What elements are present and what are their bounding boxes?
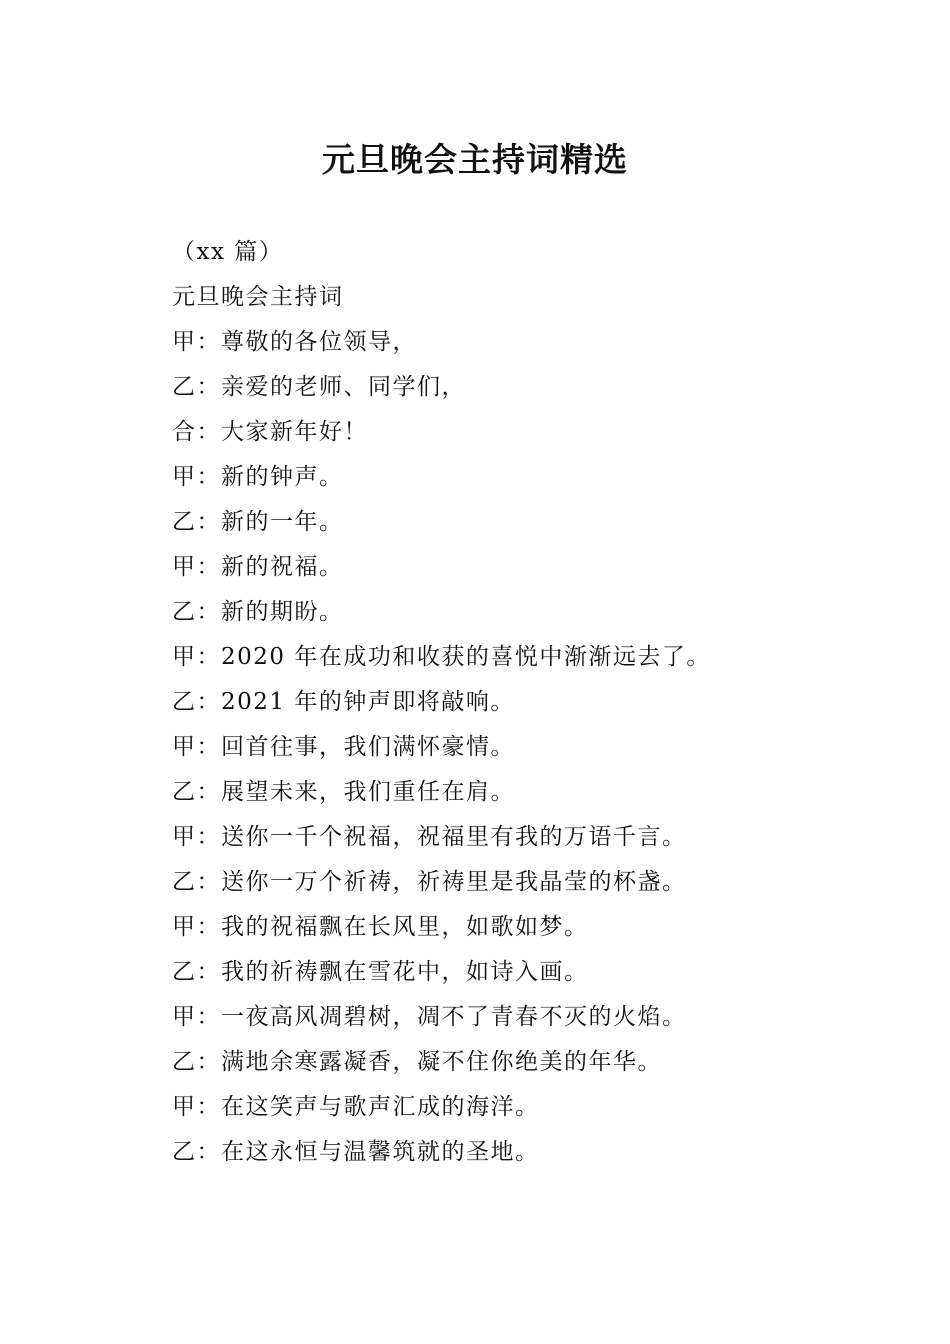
dialogue-line: 甲：2020 年在成功和收获的喜悦中渐渐远去了。: [172, 644, 711, 670]
document-body: [172, 230, 792, 1175]
dialogue-line: 乙：我的祈祷飘在雪花中，如诗入画。: [172, 959, 589, 985]
dialogue-line: 甲：一夜高风凋碧树，凋不了青春不灭的火焰。: [172, 1004, 687, 1030]
dialogue-line: 乙：2021 年的钟声即将敲响。: [172, 689, 515, 715]
dialogue-line: 甲：送你一千个祝福，祝福里有我的万语千言。: [172, 824, 687, 850]
dialogue-line: 乙：送你一万个祈祷，祈祷里是我晶莹的杯盏。: [172, 869, 687, 895]
document-title: 元旦晚会主持词精选: [322, 140, 628, 179]
dialogue-line: 乙：在这永恒与温馨筑就的圣地。: [172, 1139, 540, 1165]
dialogue-line: 乙：展望未来，我们重任在肩。: [172, 779, 515, 805]
dialogue-line: 甲：在这笑声与歌声汇成的海洋。: [172, 1094, 540, 1120]
dialogue-line: 甲：新的钟声。: [172, 464, 344, 490]
dialogue-line: 乙：新的期盼。: [172, 599, 344, 625]
section-heading: 元旦晚会主持词: [172, 284, 344, 310]
dialogue-line: 乙：满地余寒露凝香，凝不住你绝美的年华。: [172, 1049, 662, 1075]
dialogue-line: 乙：新的一年。: [172, 509, 344, 535]
dialogue-line: 甲：我的祝福飘在长风里，如歌如梦。: [172, 914, 589, 940]
dialogue-line: 乙：亲爱的老师、同学们，: [172, 374, 466, 400]
dialogue-line: 甲：回首往事，我们满怀豪情。: [172, 734, 515, 760]
dialogue-line: 甲：尊敬的各位领导，: [172, 329, 417, 355]
subtitle-line: （xx 篇）: [172, 239, 284, 265]
dialogue-line: 甲：新的祝福。: [172, 554, 344, 580]
dialogue-line: 合：大家新年好！: [172, 419, 368, 445]
